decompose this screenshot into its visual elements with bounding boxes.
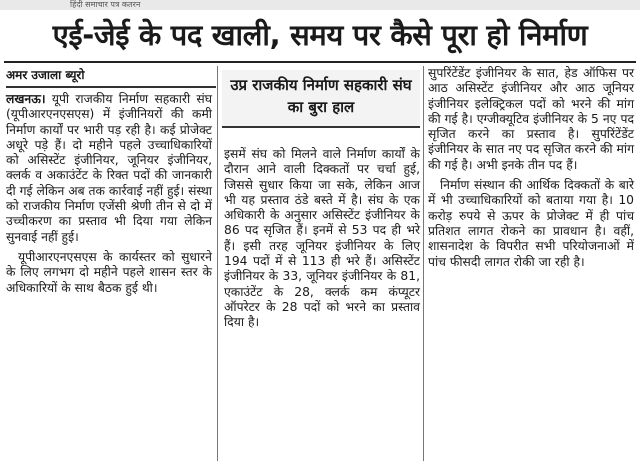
top-strip: हिंदी समाचार पत्र कतरन: [0, 0, 640, 10]
paragraph: [6, 92, 212, 245]
headline-rule: [4, 61, 636, 63]
paragraph: सुपरिंटेंडेंट इंजीनियर के सात, हेड ऑफिस पर आठ असिस्टेंट इंजीनियर और आठ जूनियर इंजीनियर इलेक्ट्रिकल पदों को भरने की मांग की गई है। एग्जीक्यूटिव इंजीनियर के 5 नए पद सृजित करने का प्रस्ताव है। सुपरिंटेंडेंट इंजीनियर के सात नए पद सृजित करने की मांग की गई है। अभी इनके तीन पद हैं।: [428, 66, 634, 172]
byline: अमर उजाला ब्यूरो: [6, 68, 85, 82]
headline: एई-जेई के पद खाली, समय पर कैसे पूरा हो निर्माण: [52, 18, 588, 52]
article-column-2: [224, 147, 420, 336]
column-divider-1: [217, 66, 218, 461]
paragraph: निर्माण संस्थान की आर्थिक दिक्कतों के बारे में भी उच्चाधिकारियों को बताया गया है। 10 करोड़ रुपये से ऊपर के प्रोजेक्ट में ही पांच प्रतिशत लागत रोकने का प्रावधान है। वहीं, शासनादेश के विपरीत सभी परियोजनाओं में पांच फीसदी लागत रोकी जा रही है।: [428, 178, 634, 269]
article-column-3: [428, 66, 634, 275]
dateline: लखनऊ।: [6, 92, 46, 106]
column-divider-2: [423, 66, 424, 461]
paragraph-text: यूपी राजकीय निर्माण सहकारी संघ (यूपीआरएनएसएस) में इंजीनियरों की कमी निर्माण कार्यों पर भारी पड़ रही है। कई प्रोजेक्ट अधूरे पड़े हैं। दो महीने पहले उच्चाधिकारियों को असिस्टेंट इंजीनियर, जूनियर इंजीनियर, क्लर्क व अकाउंटेंट के रिक्त पदों की जानकारी दी गई लेकिन अब तक कार्रवाई नहीं हुई। संस्था को राजकीय निर्माण एजेंसी श्रेणी तीन से दो में उच्चीकरण का प्रस्ताव भी दिया गया लेकिन सुनवाई नहीं हुई।: [6, 92, 212, 244]
paragraph: इसमें संघ को मिलने वाले निर्माण कार्यों के दौरान आने वाली दिक्कतों पर चर्चा हुई, जिससे सुधार किया जा सके, लेकिन आज भी यह प्रस्ताव ठंडे बस्ते में है। संघ के एक अधिकारी के अनुसार असिस्टेंट इंजीनियर के 86 पद सृजित हैं। इनमें से 53 पद ही भरे हैं। इसी तरह जूनियर इंजीनियर के लिए 194 पदों में से 113 ही भरे हैं। असिस्टेंट इंजीनियर के 33, जूनियर इंजीनियर के 81, एकाउंटेंट के 28, क्लर्क कम कंप्यूटर ऑपरेटर के 28 पदों को भरने का प्रस्ताव दिया है।: [224, 147, 420, 330]
article-column-1: [6, 92, 212, 301]
paragraph: यूपीआरएनएसएस के कार्यस्तर को सुधारने के लिए लगभग दो महीने पहले शासन स्तर के अधिकारियों के साथ बैठक हुई थी।: [6, 249, 212, 295]
subheadline: उप्र राजकीय निर्माण सहकारी संघ का बुरा हाल: [230, 76, 412, 116]
byline-rule: [6, 86, 216, 88]
subheadline-box: [222, 70, 420, 128]
